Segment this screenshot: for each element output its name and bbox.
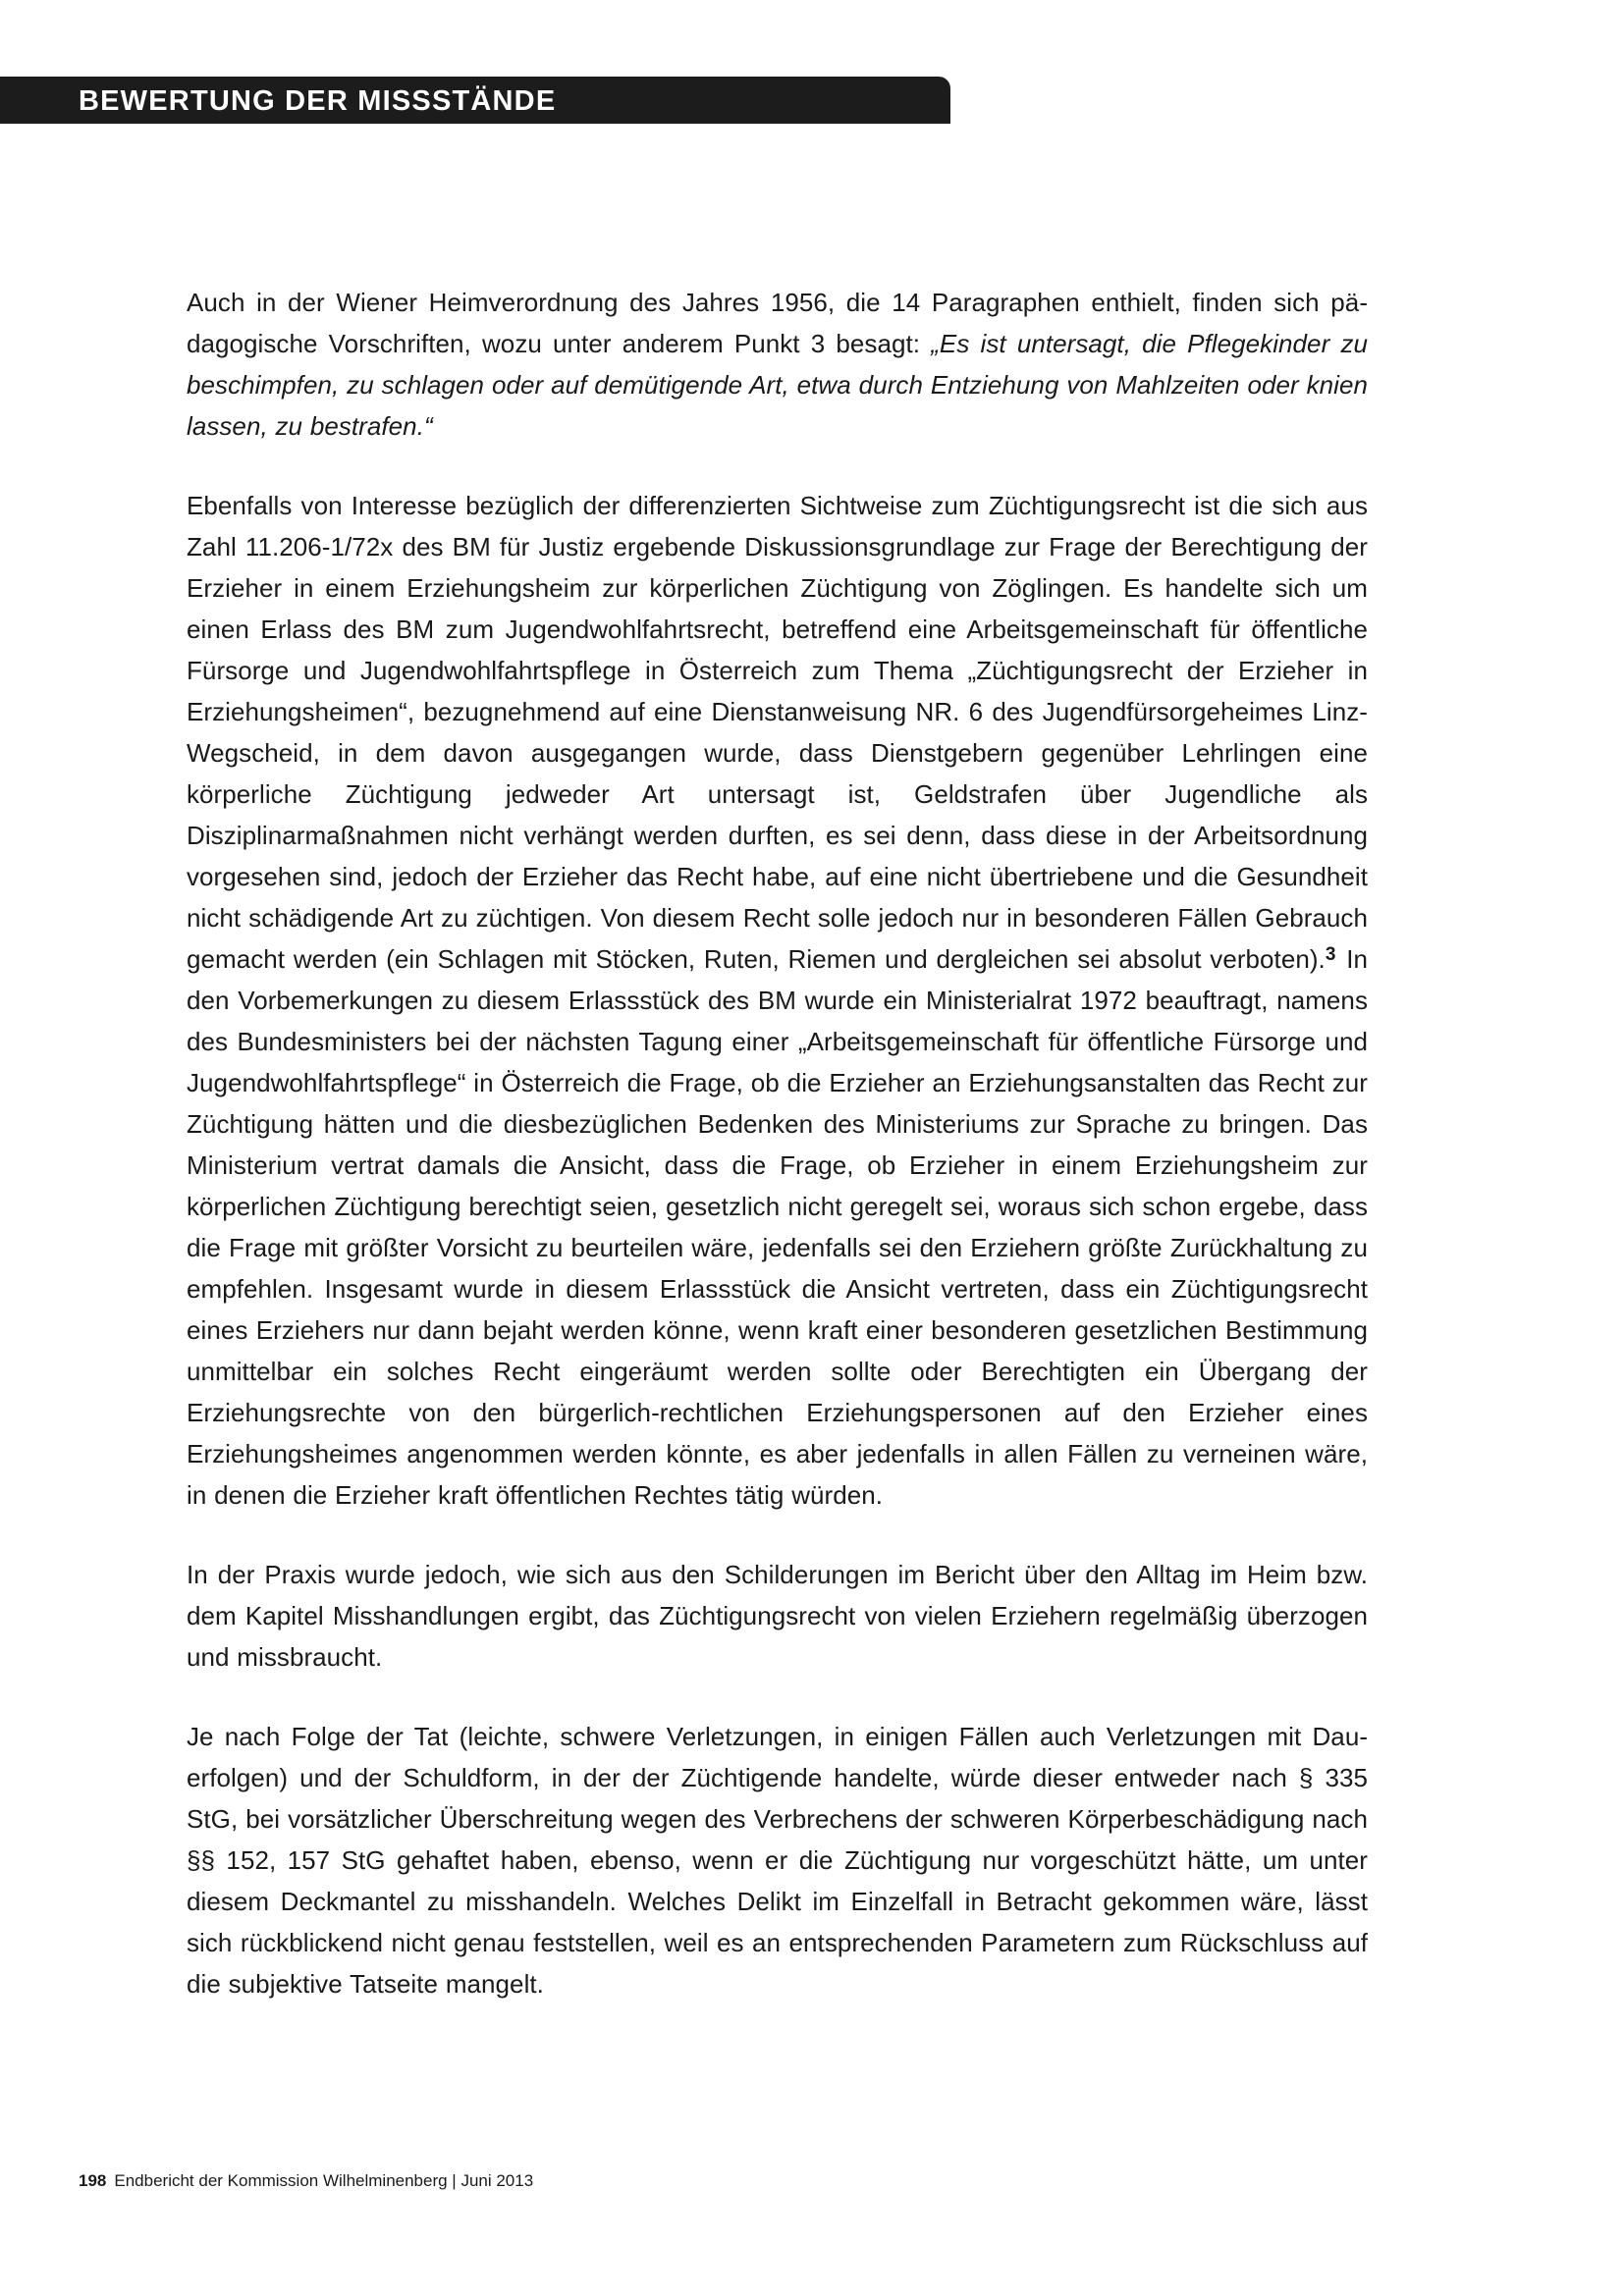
main-content [187,282,1368,2004]
footnote-reference[interactable]: 3 [1325,944,1336,965]
publication-title: Endbericht der Kommission Wilhelminenberg | Juni 2013 [114,2171,534,2190]
paragraph-text: Auch in der Wiener Heimverordnung des Jahres 1956, die 14 Paragraphen enthielt, finden sich pädagogische Vorschriften, wozu unter anderem Punkt 3 besagt: [187,288,1368,358]
page-footer [79,2171,533,2191]
paragraph-text: Ebenfalls von Interesse bezüglich der differenzierten Sichtweise zum Züchtigungsrecht ist die sich aus Zahl 11.206-1/72x des BM für Justiz ergebende Diskussionsgrundlage zur Frage der Berechtigung der Erzieher in einem Erziehungsheim zur körperlichen Züchtigung von Zöglingen. Es handelte sich um einen Erlass des BM zum Jugendwohlfahrtsrecht, betreffend eine Arbeitsgemeinschaft für öffentliche Fürsorge und Jugendwohlfahrtspflege in Österreich zum Thema „Züchtigungsrecht der Erzieher in Erziehungsheimen“, bezugnehmend auf eine Dienstanweisung NR. 6 des Jugendfürsorgeheimes Linz-Wegscheid, in dem davon ausgegangen wurde, dass Dienstgebern gegenüber Lehrlingen eine körperliche Züchtigung jedweder Art untersagt ist, Geldstrafen über Jugendliche als Disziplinarmaßnahmen nicht verhängt werden durften, es sei denn, dass diese in der Arbeitsordnung vorgesehen sind, jedoch der Erzieher das Recht habe, auf eine nicht übertriebene und die Gesundheit nicht schädigende Art zu züchtigen. Von diesem Recht solle jedoch nur in besonderen Fällen Gebrauch gemacht werden (ein Schlagen mit Stöcken, Ruten, Riemen und dergleichen sei absolut verboten). [187,491,1368,974]
paragraph-zuechtigungsrecht [187,485,1368,1516]
paragraph-text: Je nach Folge der Tat (leichte, schwere Verletzungen, in einigen Fällen auch Verletzungen mit Dauerfolgen) und der Schuldform, in der der Züchtigende handelte, würde dieser entweder nach § 335 StG, bei vorsätzlicher Überschreitung wegen des Verbrechens der schweren Körperbeschädigung nach §§ 152, 157 StG gehaftet haben, ebenso, wenn er die Züchtigung nur vorgeschützt hätte, um unter diesem Deckmantel zu misshandeln. Welches Delikt im Einzelfall in Betracht gekommen wäre, lässt sich rückblickend nicht genau feststellen, weil es an entsprechenden Parametern zum Rückschluss auf die subjektive Tatseite mangelt. [187,1722,1368,1999]
paragraph-strafrecht [187,1716,1368,2004]
section-header-bar [0,77,950,124]
paragraph-text: In den Vorbemerkungen zu diesem Erlassstück des BM wurde ein Ministerialrat 1972 beauftragt, namens des Bundesministers bei der nächsten Tagung einer „Arbeitsgemeinschaft für öffentliche Fürsorge und Jugendwohlfahrtspflege“ in Österreich die Frage, ob die Erzieher an Erziehungsanstalten das Recht zur Züchtigung hätten und die diesbezüglichen Bedenken des Ministeriums zur Sprache zu bringen. Das Ministerium vertrat damals die Ansicht, dass die Frage, ob Erzieher in einem Erziehungsheim zur körperlichen Züchtigung berechtigt seien, gesetzlich nicht geregelt sei, woraus sich schon ergebe, dass die Frage mit größter Vorsicht zu beurteilen wäre, jedenfalls sei den Erziehern größte Zurückhaltung zu empfehlen. Insgesamt wurde in diesem Erlassstück die Ansicht vertreten, dass ein Züchtigungsrecht eines Erziehers nur dann bejaht werden könne, wenn kraft einer besonderen gesetzlichen Bestimmung unmittelbar ein solches Recht eingeräumt werden sollte oder Berechtigten ein Übergang der Erziehungsrechte von den bürgerlich-rechtlichen Erziehungspersonen auf den Erzieher eines Erziehungsheimes angenommen werden könnte, es aber jedenfalls in allen Fällen zu verneinen wäre, in denen die Erzieher kraft öffentlichen Rechtes tätig würden. [187,944,1369,1510]
quoted-regulation: „Es ist untersagt, die Pflegekinder zu beschimpfen, zu schlagen oder auf demütigende Art, etwa durch Entziehung von Mahlzeiten oder knien lassen, zu bestrafen.“ [187,329,1368,441]
page-number: 198 [79,2171,107,2190]
section-title: BEWERTUNG DER MISSSTÄNDE [79,84,557,117]
paragraph-heimverordnung [187,282,1368,447]
paragraph-praxis [187,1554,1368,1678]
paragraph-text: In der Praxis wurde jedoch, wie sich aus den Schilderungen im Bericht über den Alltag im Heim bzw. dem Kapitel Misshandlungen ergibt, das Züchtigungsrecht von vielen Erziehern regelmäßig überzogen und missbraucht. [187,1560,1368,1672]
